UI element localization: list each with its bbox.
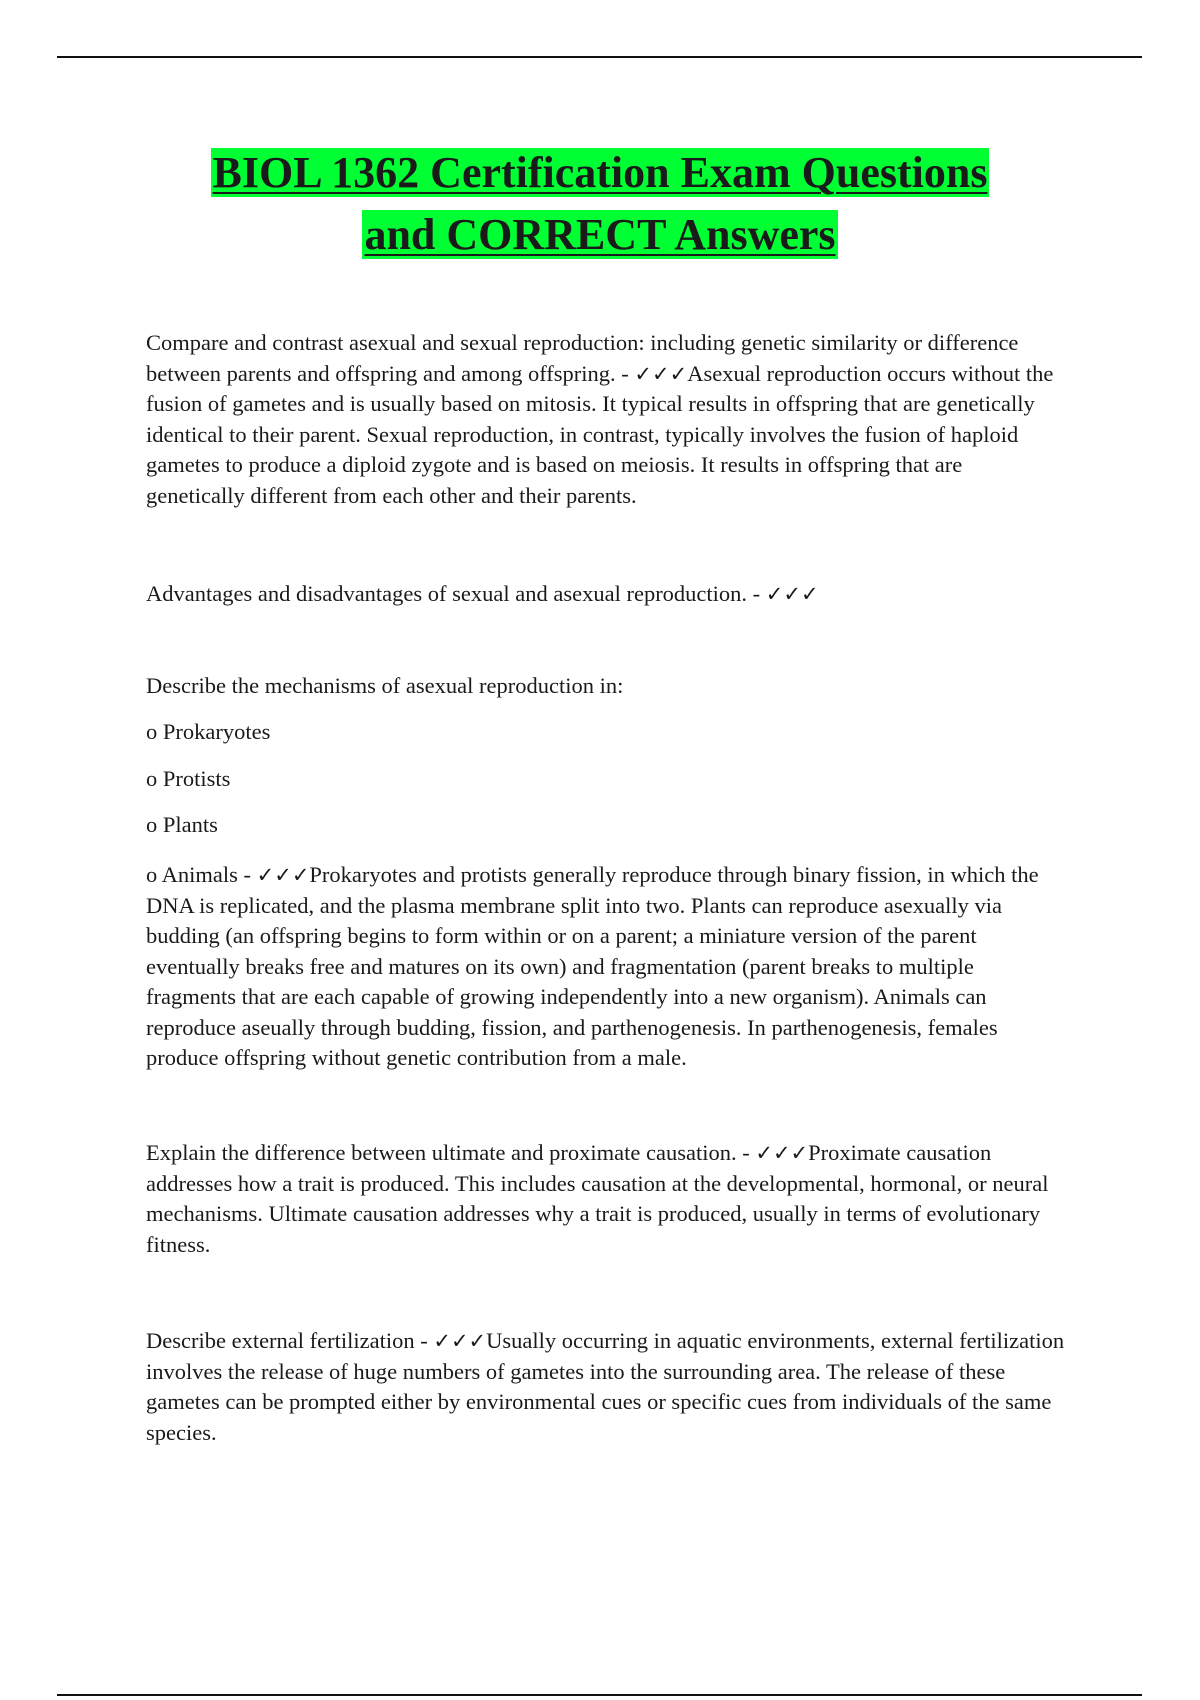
qa-paragraph (146, 860, 1066, 1074)
bullet-text: o Prokaryotes (146, 719, 271, 744)
checkmark-icons: ✓✓✓ (634, 361, 688, 386)
bullet-prokaryotes (146, 717, 1066, 748)
question-intro-asexual-mechanisms (146, 671, 1066, 702)
bullet-text: o Protists (146, 766, 231, 791)
answer-text: Usually occurring in aquatic environments, external fertilization involves the release of huge numbers of gametes into the surrounding area. The release of these gametes can be prompted either by environmental cues or specific cues from individuals of the same species. (146, 1328, 1065, 1445)
question-text: Advantages and disadvantages of sexual and asexual reproduction. - (146, 581, 766, 606)
qa-item-advantages (146, 579, 1066, 610)
question-text: Compare and contrast asexual and sexual reproduction: including genetic similarity or difference between parents and offspring and among offspring. - (146, 330, 1019, 386)
bullet-protists (146, 764, 1066, 795)
bottom-rule (57, 1694, 1142, 1696)
checkmark-icons: ✓✓✓ (755, 1141, 809, 1165)
qa-paragraph (146, 1138, 1066, 1260)
bullet-text: o Plants (146, 812, 218, 837)
qa-item-causation (146, 1138, 1066, 1260)
bullet-plants (146, 810, 1066, 841)
qa-item-reproduction-compare (146, 328, 1066, 511)
title-line-2: and CORRECT Answers (364, 210, 836, 259)
top-rule (57, 56, 1142, 58)
qa-paragraph (146, 1326, 1066, 1448)
bullet-animals: o Animals - (146, 862, 257, 887)
answer-text: Prokaryotes and protists generally reproduce through binary fission, in which the DNA is replicated, and the plasma membrane split into two. Plants can reproduce asexually via budding (an offspring begins to form within or on a parent; a miniature version of the parent eventually breaks free and matures on its own) and fragmentation (parent breaks to multiple fragments that are each capable of growing independently into a new organism). Animals can reproduce aseually through budding, fission, and parthenogenesis. In parthenogenesis, females produce offspring without genetic contribution from a male. (146, 862, 1039, 1070)
answer-text: Proximate causation addresses how a trait is produced. This includes causation at the developmental, hormonal, or neural mechanisms. Ultimate causation addresses why a trait is produced, usually in terms of evolutionary fitness. (146, 1140, 1049, 1257)
question-text: Explain the difference between ultimate and proximate causation. - (146, 1140, 756, 1165)
checkmark-icons: ✓✓✓ (256, 863, 310, 887)
answer-text: Asexual reproduction occurs without the fusion of gametes and is usually based on mitosis. It typical results in offspring that are genetically identical to their parent. Sexual reproduction, in contrast, typically involves the fusion of haploid gametes to produce a diploid zygote and is based on meiosis. It results in offspring that are genetically different from each other and their parents. (146, 360, 1054, 508)
checkmark-icons: ✓✓✓ (433, 1329, 487, 1353)
qa-item-asexual-mechanisms (146, 860, 1066, 1074)
question-text: Describe the mechanisms of asexual reproduction in: (146, 673, 624, 698)
title-line-1: BIOL 1362 Certification Exam Questions (212, 148, 988, 197)
qa-paragraph (146, 328, 1066, 511)
document-title (60, 142, 1140, 266)
qa-paragraph (146, 579, 1066, 610)
checkmark-icons: ✓✓✓ (765, 582, 819, 606)
question-text: Describe external fertilization - (146, 1328, 434, 1353)
qa-item-external-fertilization (146, 1326, 1066, 1448)
